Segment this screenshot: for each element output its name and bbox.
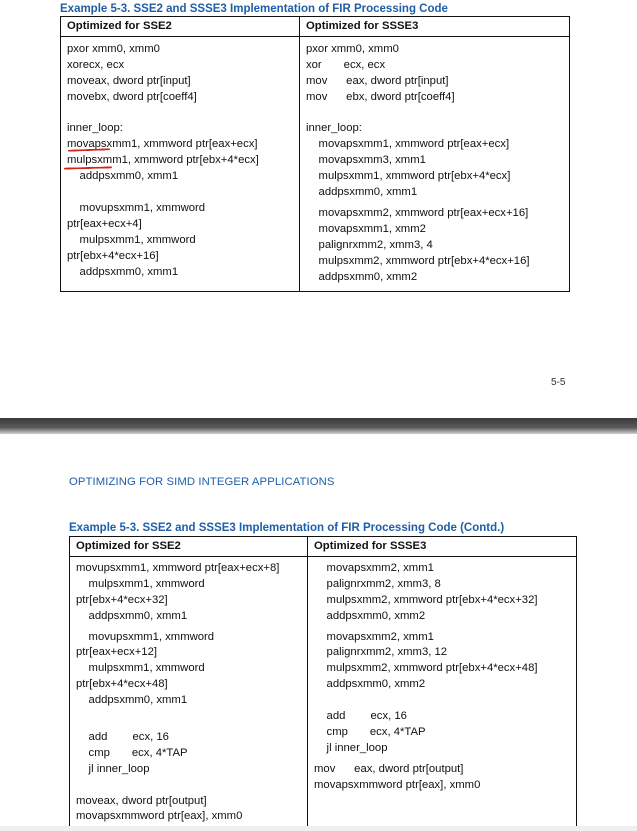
blank-line [314, 693, 570, 709]
code-line: jl inner_loop [314, 741, 388, 754]
blank-line [67, 185, 293, 201]
code-line: movapsxmm2, xmm1 [314, 561, 434, 574]
sse2-code-cell [70, 556, 308, 826]
code-line: mulpsxmm1, xmmword ptr[ebx+4*ecx] [306, 170, 511, 183]
code-line: palignrxmm2, xmm3, 4 [306, 238, 433, 251]
code-line: addpsxmm0, xmm2 [314, 609, 426, 622]
blank-line [76, 778, 301, 794]
page-bottom-edge [0, 826, 637, 831]
document-page-2 [0, 434, 637, 831]
code-line: ptr[eax+ecx+4] [67, 217, 142, 230]
code-line: movupsxmm1, xmmword [67, 201, 206, 214]
column-header-ssse3: Optimized for SSSE3 [300, 17, 570, 37]
ssse3-code-cell [300, 36, 570, 292]
code-line: mov eax, dword ptr[output] [314, 762, 464, 775]
code-line: movapsxmm1, xmm2 [306, 222, 426, 235]
code-line: inner_loop: [306, 122, 362, 135]
blank-line [76, 709, 301, 725]
code-line: addpsxmm0, xmm1 [67, 170, 179, 183]
code-line: mulpsxmm2, xmmword ptr[ebx+4*ecx+48] [314, 662, 538, 675]
code-line: addpsxmm0, xmm2 [306, 270, 418, 283]
code-line: addpsxmm0, xmm1 [76, 694, 188, 707]
ssse3-code-cell [308, 556, 577, 826]
code-line: ptr[eax+ecx+12] [76, 646, 158, 659]
example-title: Example 5-3. SSE2 and SSSE3 Implementation of FIR Processing Code (Contd.) [69, 522, 505, 534]
page-number: 5-5 [551, 377, 566, 388]
code-line: palignrxmm2, xmm3, 8 [314, 577, 441, 590]
code-line: palignrxmm2, xmm3, 12 [314, 646, 448, 659]
code-line: ptr[ebx+4*ecx+32] [76, 593, 168, 606]
code-line: add ecx, 16 [76, 730, 169, 743]
code-line: movapsxmm2, xmmword ptr[eax+ecx+16] [306, 206, 529, 219]
code-table [60, 16, 570, 292]
column-header-ssse3: Optimized for SSSE3 [308, 537, 577, 557]
sse2-code-cell [61, 36, 300, 292]
blank-line [67, 106, 293, 122]
code-line: xor ecx, ecx [306, 58, 386, 71]
code-line: mulpsxmm1, xmmword [67, 233, 196, 246]
code-line: inner_loop: [67, 122, 123, 135]
code-line: movapsxmm1, xmmword ptr[eax+ecx] [67, 138, 258, 151]
code-line: add ecx, 16 [314, 710, 407, 723]
code-line: ptr[ebx+4*ecx+48] [76, 678, 168, 691]
code-line: mulpsxmm2, xmmword ptr[ebx+4*ecx+32] [314, 593, 538, 606]
code-line: ptr[ebx+4*ecx+16] [67, 249, 159, 262]
code-line: movapsxmmword ptr[eax], xmm0 [76, 810, 243, 823]
code-line: pxor xmm0, xmm0 [67, 42, 160, 55]
code-table [69, 536, 577, 827]
code-line: addpsxmm0, xmm1 [76, 609, 188, 622]
code-line: mulpsxmm1, xmmword [76, 662, 205, 675]
column-header-sse2: Optimized for SSE2 [61, 17, 300, 37]
code-line: cmp ecx, 4*TAP [76, 746, 188, 759]
code-line: pxor xmm0, xmm0 [306, 42, 399, 55]
code-line: mov ebx, dword ptr[coeff4] [306, 90, 455, 103]
blank-line [306, 106, 563, 122]
code-line: mov eax, dword ptr[input] [306, 74, 449, 87]
code-line: movupsxmm1, xmmword ptr[eax+ecx+8] [76, 561, 280, 574]
code-line: moveax, dword ptr[input] [67, 74, 191, 87]
code-line: addpsxmm0, xmm1 [306, 186, 418, 199]
page-separator [0, 418, 637, 434]
section-header: OPTIMIZING FOR SIMD INTEGER APPLICATIONS [69, 476, 335, 488]
code-line: addpsxmm0, xmm1 [67, 265, 179, 278]
code-line: cmp ecx, 4*TAP [314, 725, 426, 738]
code-line: jl inner_loop [76, 762, 150, 775]
column-header-sse2: Optimized for SSE2 [70, 537, 308, 557]
code-line: mulpsxmm1, xmmword ptr[ebx+4*ecx] [67, 154, 259, 167]
code-line: movapsxmm3, xmm1 [306, 154, 426, 167]
code-line: mulpsxmm2, xmmword ptr[ebx+4*ecx+16] [306, 254, 530, 267]
code-line: xorecx, ecx [67, 58, 125, 71]
code-line: movapsxmmword ptr[eax], xmm0 [314, 778, 481, 791]
code-line: movebx, dword ptr[coeff4] [67, 90, 197, 103]
code-line: addpsxmm0, xmm2 [314, 678, 426, 691]
code-line: movapsxmm2, xmm1 [314, 630, 434, 643]
code-line: moveax, dword ptr[output] [76, 794, 207, 807]
code-line: movapsxmm1, xmmword ptr[eax+ecx] [306, 138, 510, 151]
code-line: movupsxmm1, xmmword [76, 630, 215, 643]
code-line: mulpsxmm1, xmmword [76, 577, 205, 590]
example-title: Example 5-3. SSE2 and SSSE3 Implementation of FIR Processing Code [60, 3, 448, 15]
